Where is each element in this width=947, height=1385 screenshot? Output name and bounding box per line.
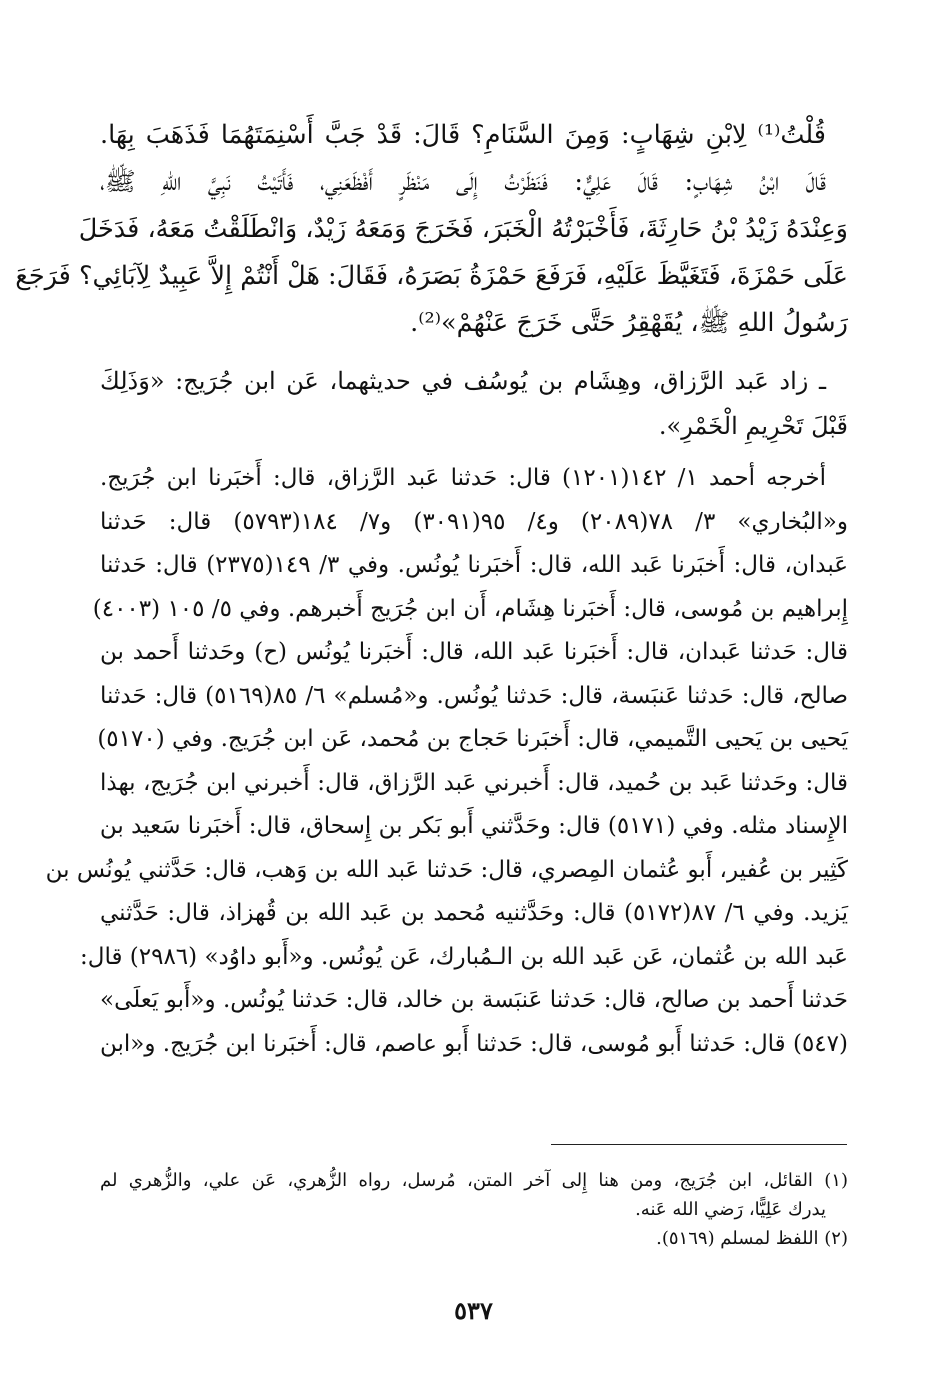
hadith-line: قُلْتُ⁽¹⁾ لِابْنِ شِهَابٍ: وَمِنَ السَّنَامِ؟ قَالَ: قَدْ جَبَّ أَسْنِمَتَهُمَا فَذَهَبَ بِهَا. [100,120,826,150]
takhrij-line: إِبراهيم بن مُوسى، قال: أَخبَرنا هِشَام، أَن ابن جُرَيج أَخبرهم. وفي ٥/ ١٠٥ (٤٠٠٣) [92,595,848,622]
footnote-line: يدرك عَلِيًّا، رَضي الله عَنه. [635,1199,826,1220]
hadith-line: رَسُولُ اللهِ ﷺ، يُقَهْقِرُ حَتَّى خَرَجَ عَنْهُمْ»⁽²⁾. [410,308,848,338]
footnote-line: (١) القائل، ابن جُرَيج، ومن هنا إِلى آخر المتن، مُرسل، رواه الزُّهري، عَن علي، والزُّهري لم [100,1170,848,1191]
takhrij-line: عَبدان، قال: أَخبَرنا عَبد الله، قال: أَخبَرنا يُونُس. وفي ٣/ ١٤٩(٢٣٧٥) قال: حَدثنا [100,552,848,578]
hadith-line: عَلَى حَمْزَةَ، فَتَغَيَّظَ عَلَيْهِ، فَرَفَعَ حَمْزَةُ بَصَرَهُ، فَقَالَ: هَلْ أَنْتُمْ إِلاَّ عَبِيدٌ لِآبَائِي؟ فَرَجَعَ [15,261,848,291]
addition-line: قَبْلَ تَحْرِيمِ الْخَمْرِ». [658,412,848,440]
addition-note [100,359,848,449]
addition-line: ـ زاد عَبد الرَّزاق، وهِشَام بن يُوسُف في حديثهما، عَن ابن جُرَيج: «وَذَلِكَ [100,367,826,395]
takhrij-line: صالح، قال: حَدثنا عَنبَسة، قال: حَدثنا يُونُس. و«مُسلم» ٦/ ٨٥(٥١٦٩) قال: حَدثنا [100,682,849,709]
takhrij-line: و«البُخاري» ٣/ ٧٨(٢٠٨٩) و٤/ ٩٥(٣٠٩١) و٧/ ١٨٤(٥٧٩٣) قال: حَدثنا [100,508,848,535]
takhrij-line: قال: حَدثنا عَبدان، قال: أَخبَرنا عَبد الله، قال: أَخبَرنا يُونُس (ح) وحَدثنا أَحمد بن [100,639,848,665]
takhrij-line: أخرجه أحمد ١/ ١٤٢(١٢٠١) قال: حَدثنا عَبد الرَّزاق، قال: أَخبَرنا ابن جُرَيج. [100,465,826,491]
hadith-text [15,112,848,347]
takhrij-line: كَثِير بن عُفير، أَبو عُثمان المِصري، قال: حَدثنا عَبد الله بن وَهب، قال: حَدَّثني يُونُس بن [45,856,848,883]
hadith-line: قَالَ ابْنُ شِهَابٍ: قَالَ عَلِيٌّ: فَنَظَرْتُ إِلَى مَنْظَرٍ أَفْظَعَنِي، فَأَتَيْتُ نَبِيَّ اللهِ ﷺ، [100,167,826,197]
takhrij-text [45,457,849,1066]
footnotes [100,1166,848,1253]
takhrij-line: يَزيد. وفي ٦/ ٨٧(٥١٧٢) قال: وحَدَّثنيه مُحمد بن عَبد الله بن قُهزاذ، قال: حَدَّثني [100,900,848,926]
takhrij-line: يَحيى بن يَحيى التَّميمي، قال: أَخبَرنا حَجاج بن مُحمد، عَن ابن جُرَيج. وفي (٥١٧٠) [97,726,848,752]
footnote-line: (٢) اللفظ لمسلم (٥١٦٩). [656,1228,848,1249]
takhrij-line: الإِسناد مثله. وفي (٥١٧١) قال: وحَدَّثني أَبو بَكر بن إِسحاق، قال: أَخبَرنا سَعيد بن [99,813,848,839]
takhrij-line: قال: وحَدثنا عَبد بن حُميد، قال: أَخبرني عَبد الرَّزاق، قال: أَخبرني ابن جُرَيج، بهذا [100,769,848,796]
takhrij-line: (٥٤٧) قال: حَدثنا أَبو مُوسى، قال: حَدثنا أَبو عاصم، قال: أَخبَرنا ابن جُرَيج. و«ابن [99,1030,848,1057]
footnote-divider [551,1144,847,1145]
takhrij-line: حَدثنا أَحمد بن صالح، قال: حَدثنا عَنبَسة بن خالد، قال: حَدثنا يُونُس. و«أَبو يَعلَى» [100,987,848,1013]
takhrij-line: عَبد الله بن عُثمان، عَن عَبد الله بن الـمُبارك، عَن يُونُس. و«أَبو داوُد» (٢٩٨٦) قال: [79,943,848,970]
page-number: ٥٣٧ [454,1296,493,1325]
page-body [15,112,849,1066]
hadith-line: وَعِنْدَهُ زَيْدُ بْنُ حَارِثَةَ، فَأَخْبَرْتُهُ الْخَبَرَ، فَخَرَجَ وَمَعَهُ زَيْدٌ، وَانْطَلَقْتُ مَعَهُ، فَدَخَلَ [78,214,848,244]
